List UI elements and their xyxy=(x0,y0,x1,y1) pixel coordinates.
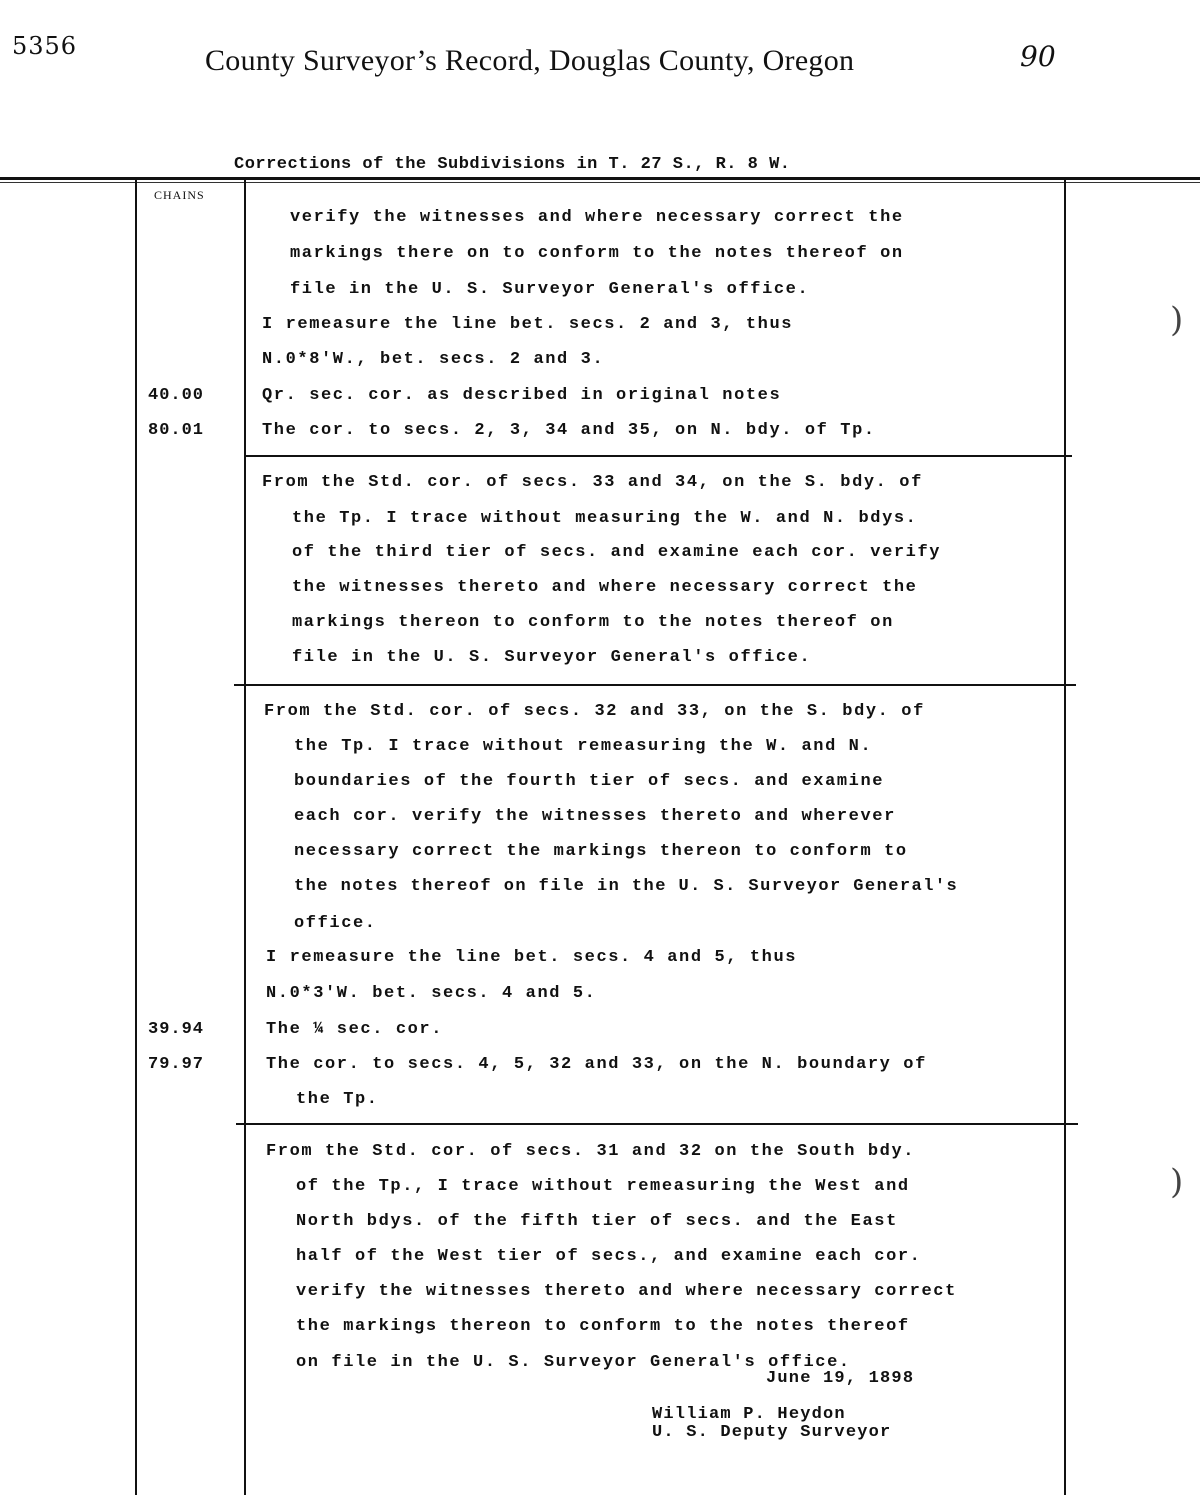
text-line: the markings thereon to conform to the notes thereof xyxy=(296,1317,910,1336)
handwritten-page-number: 90 xyxy=(1020,40,1056,73)
text-line: the Tp. I trace without measuring the W. and N. bdys. xyxy=(292,509,918,528)
text-line: the Tp. xyxy=(296,1090,379,1109)
section-divider-1 xyxy=(244,455,1072,457)
text-line: the witnesses thereto and where necessary correct the xyxy=(292,578,918,597)
margin-bracket: ) xyxy=(1170,1162,1184,1202)
chains-divider-line xyxy=(244,180,246,1495)
text-line: From the Std. cor. of secs. 32 and 33, on the S. bdy. of xyxy=(264,702,925,721)
page-number: 5356 xyxy=(12,32,78,60)
chain-value: 80.01 xyxy=(148,421,205,440)
chains-column-header: CHAINS xyxy=(154,188,205,202)
text-line: From the Std. cor. of secs. 31 and 32 on the South bdy. xyxy=(266,1142,916,1161)
text-line: The cor. to secs. 2, 3, 34 and 35, on N. bdy. of Tp. xyxy=(262,421,876,440)
margin-bracket: ) xyxy=(1170,300,1184,340)
chain-value: 39.94 xyxy=(148,1020,205,1039)
text-line: verify the witnesses thereto and where necessary correct xyxy=(296,1282,957,1301)
page-title: County Surveyor’s Record, Douglas County, Oregon xyxy=(205,44,855,77)
text-line: the Tp. I trace without remeasuring the W. and N. xyxy=(294,737,873,756)
section-divider-2 xyxy=(234,684,1076,686)
text-line: boundaries of the fourth tier of secs. and examine xyxy=(294,772,885,791)
text-line: of the Tp., I trace without remeasuring the West and xyxy=(296,1177,910,1196)
text-line: Qr. sec. cor. as described in original notes xyxy=(262,386,782,405)
signature-name: William P. Heydon xyxy=(652,1405,846,1424)
text-line: The ¼ sec. cor. xyxy=(266,1020,444,1039)
text-line: markings thereon to conform to the notes thereof on xyxy=(292,613,894,632)
top-rule xyxy=(0,177,1200,180)
top-rule-thin xyxy=(0,182,1200,183)
text-line: N.0*8'W., bet. secs. 2 and 3. xyxy=(262,350,605,369)
text-line: verify the witnesses and where necessary correct the xyxy=(290,208,904,227)
chain-value: 79.97 xyxy=(148,1055,205,1074)
text-line: half of the West tier of secs., and examine each cor. xyxy=(296,1247,922,1266)
text-line: I remeasure the line bet. secs. 2 and 3, thus xyxy=(262,315,794,334)
chain-value: 40.00 xyxy=(148,386,205,405)
text-line: file in the U. S. Surveyor General's office. xyxy=(292,648,812,667)
text-line: office. xyxy=(294,914,377,933)
right-border-line xyxy=(1064,180,1066,1495)
record-subtitle: Corrections of the Subdivisions in T. 27 S., R. 8 W. xyxy=(234,155,791,174)
text-line: The cor. to secs. 4, 5, 32 and 33, on the N. boundary of xyxy=(266,1055,927,1074)
section-divider-3 xyxy=(236,1123,1078,1125)
text-line: the notes thereof on file in the U. S. Surveyor General's xyxy=(294,877,959,896)
text-line: North bdys. of the fifth tier of secs. and the East xyxy=(296,1212,898,1231)
left-border-line xyxy=(135,180,137,1495)
signature-date: June 19, 1898 xyxy=(766,1369,915,1388)
text-line: N.0*3'W. bet. secs. 4 and 5. xyxy=(266,984,597,1003)
text-line: markings there on to conform to the notes thereof on xyxy=(290,244,904,263)
text-line: file in the U. S. Surveyor General's office. xyxy=(290,280,810,299)
text-line: I remeasure the line bet. secs. 4 and 5, thus xyxy=(266,948,798,967)
text-line: each cor. verify the witnesses thereto and wherever xyxy=(294,807,896,826)
text-line: on file in the U. S. Surveyor General's office. xyxy=(296,1353,851,1372)
signature-title: U. S. Deputy Surveyor xyxy=(652,1423,892,1442)
text-line: From the Std. cor. of secs. 33 and 34, on the S. bdy. of xyxy=(262,473,923,492)
text-line: necessary correct the markings thereon to conform to xyxy=(294,842,908,861)
text-line: of the third tier of secs. and examine each cor. verify xyxy=(292,543,942,562)
